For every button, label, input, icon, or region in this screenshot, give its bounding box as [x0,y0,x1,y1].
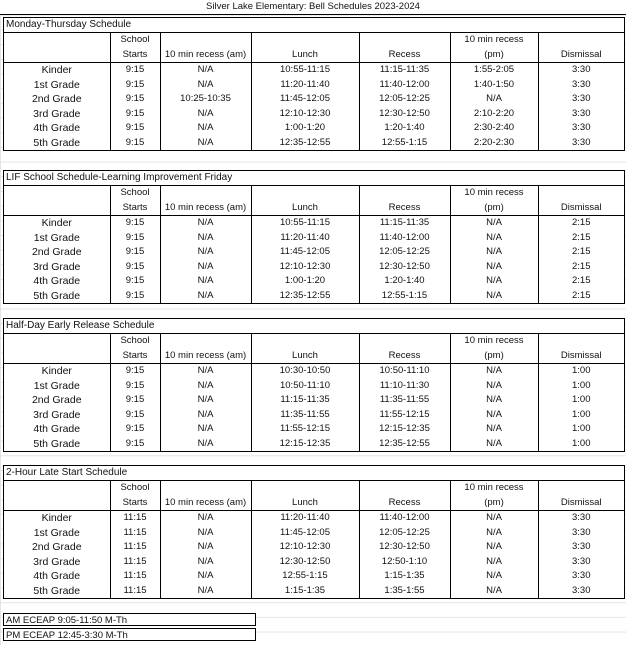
pm-recess-cell: N/A [450,274,538,289]
am-recess-cell: N/A [160,136,251,151]
pm-recess-cell: N/A [450,540,538,555]
start-time-cell: 11:15 [110,555,160,570]
school-starts-header: School [110,481,160,496]
start-time-cell: 9:15 [110,245,160,260]
start-time-cell: 9:15 [110,216,160,231]
table-row [4,379,624,394]
start-time-cell: 11:15 [110,511,160,526]
lunch-header: Lunch [251,349,359,364]
lunch-cell: 12:10-12:30 [251,540,359,555]
pm-recess-cell: N/A [450,260,538,275]
recess-cell: 11:40-12:00 [359,231,450,246]
lunch-header: Lunch [251,48,359,63]
school-starts-header: School [110,33,160,48]
lunch-cell: 11:55-12:15 [251,422,359,437]
lunch-cell: 11:45-12:05 [251,526,359,541]
lunch-cell: 11:45-12:05 [251,92,359,107]
am-recess-header: 10 min recess (am) [160,496,251,511]
dismissal-header: Dismissal [538,48,624,63]
recess-cell: 12:05-12:25 [359,245,450,260]
am-recess-cell: N/A [160,216,251,231]
am-recess-header: 10 min recess (am) [160,201,251,216]
schedule-section [3,17,625,151]
pm-recess-cell: N/A [450,526,538,541]
pm-recess-cell: 2:20-2:30 [450,136,538,151]
recess-cell: 12:05-12:25 [359,526,450,541]
dismissal-cell: 1:00 [538,437,624,452]
lunch-header [251,186,359,201]
table-row [4,540,624,555]
start-time-cell: 9:15 [110,274,160,289]
am-recess-cell: 10:25-10:35 [160,92,251,107]
dismissal-header: Dismissal [538,349,624,364]
grade-cell: Kinder [41,365,72,378]
lunch-cell: 1:15-1:35 [251,584,359,599]
lunch-cell: 11:35-11:55 [251,408,359,423]
recess-cell: 11:10-11:30 [359,379,450,394]
schedule-section [3,318,625,452]
grade-header [4,481,110,496]
pm-recess-header: (pm) [450,496,538,511]
dismissal-cell: 3:30 [538,569,624,584]
recess-cell: 12:55-1:15 [359,136,450,151]
table-row [4,216,624,231]
start-time-cell: 9:15 [110,63,160,78]
pm-recess-cell: N/A [450,393,538,408]
grade-header [4,349,110,364]
table-row [4,260,624,275]
pm-recess-cell: N/A [450,216,538,231]
pm-recess-cell: 1:40-1:50 [450,78,538,93]
dismissal-cell: 3:30 [538,121,624,136]
recess-cell: 11:55-12:15 [359,408,450,423]
recess-cell: 11:35-11:55 [359,393,450,408]
recess-cell: 12:15-12:35 [359,422,450,437]
pm-recess-cell: N/A [450,511,538,526]
recess-header: Recess [359,496,450,511]
dismissal-cell: 1:00 [538,408,624,423]
pm-recess-cell: N/A [450,231,538,246]
am-recess-header [160,334,251,349]
lunch-header [251,481,359,496]
dismissal-cell: 1:00 [538,422,624,437]
recess-header [359,33,450,48]
footer-note-pm: PM ECEAP 12:45-3:30 M-Th [3,628,256,641]
am-recess-cell: N/A [160,408,251,423]
start-time-cell: 9:15 [110,422,160,437]
grade-header [4,334,110,349]
grade-cell: 2nd Grade [31,541,82,554]
dismissal-cell: 3:30 [538,78,624,93]
dismissal-cell: 2:15 [538,245,624,260]
am-recess-cell: N/A [160,540,251,555]
table-row [4,136,624,151]
start-time-cell: 11:15 [110,584,160,599]
am-recess-cell: N/A [160,121,251,136]
lunch-cell: 12:10-12:30 [251,107,359,122]
table-row [4,526,624,541]
pm-recess-cell: N/A [450,379,538,394]
table-row [4,437,624,452]
lunch-header: Lunch [251,496,359,511]
lunch-header [251,334,359,349]
dismissal-header [538,33,624,48]
grade-cell: 4th Grade [33,423,81,436]
lunch-cell: 11:20-11:40 [251,78,359,93]
pm-recess-cell: 2:30-2:40 [450,121,538,136]
lunch-cell: 12:55-1:15 [251,569,359,584]
grade-cell: 1st Grade [33,379,80,392]
grade-cell: 5th Grade [33,289,81,302]
grade-cell: 2nd Grade [31,394,82,407]
grade-header [4,201,110,216]
school-starts-header: School [110,334,160,349]
header-row [4,481,624,496]
grade-cell: 4th Grade [33,122,81,135]
dismissal-cell: 3:30 [538,526,624,541]
start-time-cell: 9:15 [110,121,160,136]
grade-cell: 4th Grade [33,275,81,288]
am-recess-cell: N/A [160,422,251,437]
dismissal-header: Dismissal [538,201,624,216]
lunch-cell: 10:50-11:10 [251,379,359,394]
recess-header: Recess [359,201,450,216]
school-starts-header: Starts [110,496,160,511]
table-row [4,231,624,246]
am-recess-cell: N/A [160,260,251,275]
header-row [4,334,624,349]
lunch-cell: 10:30-10:50 [251,364,359,379]
table-row [4,92,624,107]
footer-note-am: AM ECEAP 9:05-11:50 M-Th [3,613,256,626]
am-recess-header: 10 min recess (am) [160,349,251,364]
lunch-cell: 11:20-11:40 [251,231,359,246]
grade-cell: 3rd Grade [33,260,81,273]
recess-header [359,186,450,201]
dismissal-cell: 3:30 [538,540,624,555]
start-time-cell: 9:15 [110,107,160,122]
recess-cell: 11:40-12:00 [359,78,450,93]
lunch-cell: 10:55-11:15 [251,63,359,78]
am-recess-cell: N/A [160,584,251,599]
grade-cell: 2nd Grade [31,93,82,106]
dismissal-cell: 2:15 [538,260,624,275]
dismissal-cell: 3:30 [538,511,624,526]
am-recess-cell: N/A [160,63,251,78]
dismissal-header [538,334,624,349]
grade-header [4,33,110,48]
table-row [4,584,624,599]
lunch-cell: 11:15-11:35 [251,393,359,408]
start-time-cell: 9:15 [110,231,160,246]
table-row [4,63,624,78]
table-row [4,107,624,122]
school-starts-header: Starts [110,48,160,63]
recess-cell: 12:30-12:50 [359,260,450,275]
section-title: 2-Hour Late Start Schedule [4,466,624,481]
table-row [4,245,624,260]
start-time-cell: 11:15 [110,569,160,584]
dismissal-header [538,481,624,496]
section-title: LIF School Schedule-Learning Improvement Friday [4,171,624,186]
grade-header [4,496,110,511]
am-recess-cell: N/A [160,245,251,260]
pm-recess-header: 10 min recess [450,33,538,48]
am-recess-cell: N/A [160,569,251,584]
header-row [4,186,624,201]
start-time-cell: 9:15 [110,393,160,408]
pm-recess-cell: 2:10-2:20 [450,107,538,122]
table-row [4,364,624,379]
recess-header [359,334,450,349]
table-row [4,121,624,136]
dismissal-cell: 2:15 [538,274,624,289]
school-starts-header: Starts [110,201,160,216]
recess-cell: 10:50-11:10 [359,364,450,379]
table-row [4,289,624,304]
dismissal-cell: 3:30 [538,584,624,599]
am-recess-cell: N/A [160,107,251,122]
start-time-cell: 11:15 [110,526,160,541]
start-time-cell: 9:15 [110,289,160,304]
dismissal-header: Dismissal [538,496,624,511]
grade-cell: 1st Grade [33,78,80,91]
am-recess-header: 10 min recess (am) [160,48,251,63]
start-time-cell: 9:15 [110,92,160,107]
am-recess-header [160,186,251,201]
schedule-section [3,465,625,599]
am-recess-cell: N/A [160,555,251,570]
start-time-cell: 9:15 [110,260,160,275]
lunch-cell: 11:45-12:05 [251,245,359,260]
pm-recess-cell: N/A [450,289,538,304]
start-time-cell: 9:15 [110,437,160,452]
grade-cell: 1st Grade [33,231,80,244]
schedule-table [4,186,624,303]
recess-cell: 1:35-1:55 [359,584,450,599]
lunch-cell: 12:10-12:30 [251,260,359,275]
dismissal-cell: 3:30 [538,107,624,122]
pm-recess-header: 10 min recess [450,481,538,496]
lunch-cell: 12:35-12:55 [251,289,359,304]
am-recess-cell: N/A [160,511,251,526]
start-time-cell: 11:15 [110,540,160,555]
dismissal-cell: 1:00 [538,379,624,394]
schedule-table [4,481,624,598]
dismissal-cell: 2:15 [538,231,624,246]
pm-recess-cell: N/A [450,569,538,584]
grade-cell: 2nd Grade [31,246,82,259]
grade-cell: 1st Grade [33,526,80,539]
grade-header [4,48,110,63]
am-recess-cell: N/A [160,379,251,394]
recess-header: Recess [359,48,450,63]
pm-recess-cell: N/A [450,245,538,260]
grade-cell: 4th Grade [33,570,81,583]
table-row [4,78,624,93]
grade-cell: Kinder [41,217,72,230]
recess-cell: 11:40-12:00 [359,511,450,526]
am-recess-cell: N/A [160,393,251,408]
start-time-cell: 9:15 [110,379,160,394]
pm-recess-header: (pm) [450,201,538,216]
start-time-cell: 9:15 [110,364,160,379]
recess-cell: 12:55-1:15 [359,289,450,304]
dismissal-cell: 3:30 [538,136,624,151]
dismissal-cell: 3:30 [538,63,624,78]
recess-header [359,481,450,496]
recess-cell: 12:30-12:50 [359,107,450,122]
grade-cell: 5th Grade [33,584,81,597]
pm-recess-cell: N/A [450,364,538,379]
lunch-cell: 12:30-12:50 [251,555,359,570]
recess-cell: 12:35-12:55 [359,437,450,452]
pm-recess-header: (pm) [450,48,538,63]
start-time-cell: 9:15 [110,408,160,423]
am-recess-header [160,33,251,48]
dismissal-cell: 2:15 [538,289,624,304]
lunch-cell: 10:55-11:15 [251,216,359,231]
lunch-cell: 12:15-12:35 [251,437,359,452]
recess-cell: 12:30-12:50 [359,540,450,555]
lunch-header [251,33,359,48]
pm-recess-cell: N/A [450,92,538,107]
recess-cell: 11:15-11:35 [359,216,450,231]
dismissal-cell: 2:15 [538,216,624,231]
recess-cell: 1:20-1:40 [359,121,450,136]
table-row [4,393,624,408]
lunch-cell: 1:00-1:20 [251,121,359,136]
table-row [4,408,624,423]
am-recess-cell: N/A [160,526,251,541]
recess-cell: 1:15-1:35 [359,569,450,584]
pm-recess-cell: N/A [450,408,538,423]
lunch-cell: 1:00-1:20 [251,274,359,289]
pm-recess-header: 10 min recess [450,334,538,349]
lunch-header: Lunch [251,201,359,216]
school-starts-header: Starts [110,349,160,364]
grade-cell: 3rd Grade [33,408,81,421]
recess-cell: 12:05-12:25 [359,92,450,107]
school-starts-header: School [110,186,160,201]
dismissal-cell: 3:30 [538,555,624,570]
am-recess-cell: N/A [160,231,251,246]
pm-recess-cell: N/A [450,555,538,570]
pm-recess-cell: N/A [450,422,538,437]
pm-recess-header: 10 min recess [450,186,538,201]
schedule-table [4,334,624,451]
recess-cell: 12:50-1:10 [359,555,450,570]
schedule-table [4,33,624,150]
start-time-cell: 9:15 [110,136,160,151]
pm-recess-cell: N/A [450,437,538,452]
dismissal-cell: 1:00 [538,364,624,379]
header-row [4,33,624,48]
header-row [4,496,624,511]
grade-header [4,186,110,201]
grade-cell: 3rd Grade [33,107,81,120]
sheet-title: Silver Lake Elementary: Bell Schedules 2023-2024 [0,0,626,15]
dismissal-cell: 1:00 [538,393,624,408]
start-time-cell: 9:15 [110,78,160,93]
table-row [4,569,624,584]
header-row [4,48,624,63]
grade-cell: Kinder [41,512,72,525]
am-recess-cell: N/A [160,364,251,379]
header-row [4,349,624,364]
pm-recess-header: (pm) [450,349,538,364]
dismissal-header [538,186,624,201]
table-row [4,511,624,526]
table-row [4,422,624,437]
dismissal-cell: 3:30 [538,92,624,107]
am-recess-cell: N/A [160,78,251,93]
grade-cell: 3rd Grade [33,555,81,568]
am-recess-cell: N/A [160,289,251,304]
schedule-section [3,170,625,304]
section-title: Half-Day Early Release Schedule [4,319,624,334]
recess-header: Recess [359,349,450,364]
pm-recess-cell: N/A [450,584,538,599]
section-title: Monday-Thursday Schedule [4,18,624,33]
am-recess-cell: N/A [160,437,251,452]
recess-cell: 1:20-1:40 [359,274,450,289]
table-row [4,555,624,570]
grade-cell: Kinder [41,64,72,77]
pm-recess-cell: 1:55-2:05 [450,63,538,78]
lunch-cell: 11:20-11:40 [251,511,359,526]
grade-cell: 5th Grade [33,437,81,450]
recess-cell: 11:15-11:35 [359,63,450,78]
lunch-cell: 12:35-12:55 [251,136,359,151]
header-row [4,201,624,216]
grade-cell: 5th Grade [33,136,81,149]
table-row [4,274,624,289]
am-recess-cell: N/A [160,274,251,289]
am-recess-header [160,481,251,496]
